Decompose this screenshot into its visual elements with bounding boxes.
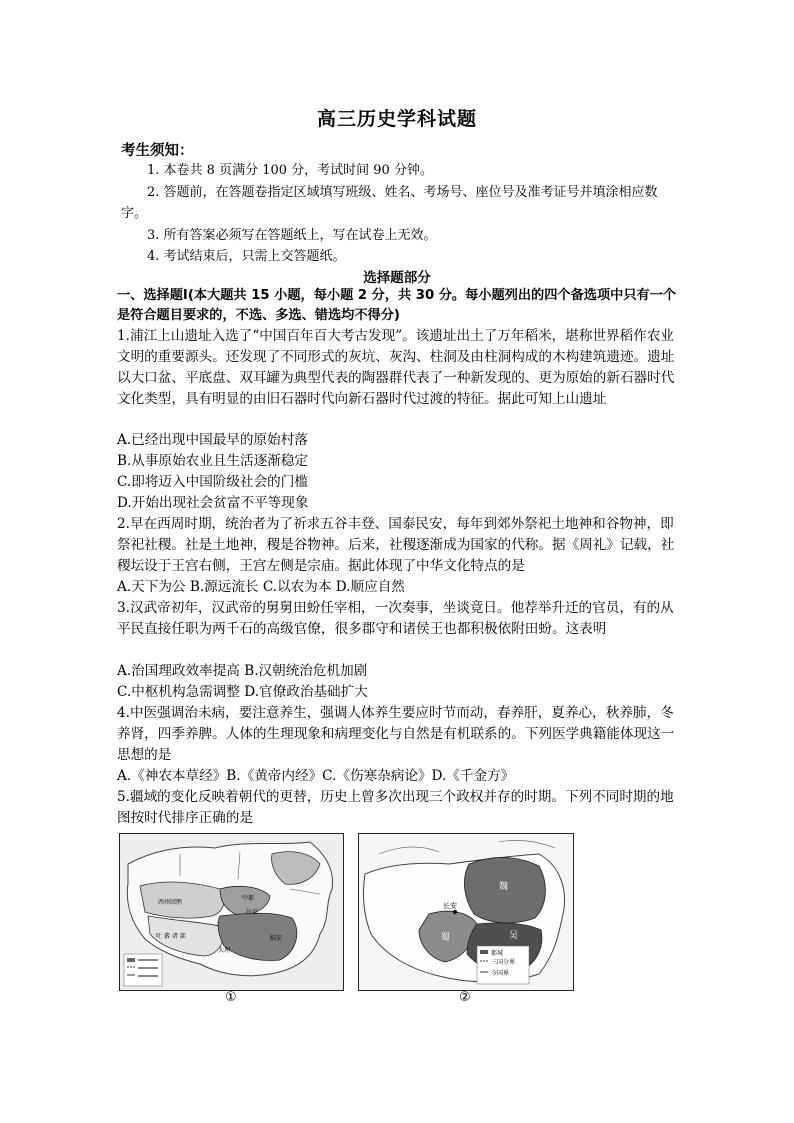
map-2 xyxy=(358,833,574,991)
question-2-stem: 2.早在西周时期，统治者为了祈求五谷丰登、国泰民安，每年到郊外祭祀土地神和谷物神，即祭祀社稷。社是土地神，稷是谷物神。后来，社稷逐渐成为国家的代称。据《周礼》记载，社稷坛设于王宫右侧，王宫左侧是宗庙。据此体现了中华文化特点的是 xyxy=(117,516,675,574)
map-1-label-zhongdu: 中都 xyxy=(242,895,255,902)
question-3-options-cd: C.中枢机构急需调整 D.官僚政治基础扩大 xyxy=(117,684,368,700)
map-1-label-linan: 临安 xyxy=(270,935,283,942)
map-1-label-xizhou: 西州回鹘 xyxy=(158,899,183,906)
map-2-legend-national: 今国界 xyxy=(491,970,510,977)
exam-title: 高三历史学科试题 xyxy=(316,108,477,130)
notice-item-3: 3. 所有答案必须写在答题纸上，写在试卷上无效。 xyxy=(147,228,437,243)
question-1-option-d: D.开始出现社会贫富不平等现象 xyxy=(117,495,309,511)
map-1-number: ① xyxy=(225,990,237,1005)
section-title: 选择题部分 xyxy=(363,270,431,286)
map-1 xyxy=(119,833,344,991)
map-2-label-wu: 吴 xyxy=(509,931,519,941)
notice-item-4: 4. 考试结束后，只需上交答题纸。 xyxy=(147,249,346,264)
notice-item-2: 2. 答题前，在答题卷指定区域填写班级、姓名、考场号、座位号及准考证号并填涂相应数字。 xyxy=(121,185,658,221)
question-2-options: A.天下为公 B.源远流长 C.以农为本 D.顺应自然 xyxy=(117,579,405,595)
notice-heading: 考生须知： xyxy=(121,143,194,159)
map-1-label-dali: 大理 xyxy=(218,947,231,954)
question-4-stem: 4.中医强调治未病，要注意养生，强调人体养生要应时节而动，春养肝，夏养心，秋养肺，冬养肾，四季养脾。人体的生理现象和病理变化与自然是有机联系的。下列医学典籍能体现这一思想的是 xyxy=(117,705,675,763)
map-2-label-changan: 长安 xyxy=(443,902,457,910)
question-5-stem: 5.疆域的变化反映着朝代的更替，历史上曾多次出现三个政权并存的时期。下列不同时期的地图按时代排序正确的是 xyxy=(117,789,674,826)
question-4-options: A.《神农本草经》B.《黄帝内经》C.《伤寒杂病论》D.《千金方》 xyxy=(117,768,515,784)
map-2-legend-capital: 都城 xyxy=(491,950,504,957)
map-1-label-tubo: 吐 蕃 诸 部 xyxy=(156,933,186,940)
question-3-stem: 3.汉武帝初年，汉武帝的舅舅田蚡任宰相，一次奏事，坐谈竟日。他荐举升迁的官员，有的从平民直接任职为两千石的高级官僚，很多郡守和诸侯王也都积极依附田蚡。这表明 xyxy=(117,600,674,637)
notice-item-1: 1. 本卷共 8 页满分 100 分，考试时间 90 分钟。 xyxy=(147,163,433,178)
question-3-options-ab: A.治国理政效率提高 B.汉朝统治危机加剧 xyxy=(117,663,368,679)
map-1-label-bianjing: 汴京 xyxy=(246,909,259,916)
question-1-option-c: C.即将迈入中国阶级社会的门槛 xyxy=(117,474,308,490)
map-2-number: ② xyxy=(459,990,471,1005)
question-1-option-b: B.从事原始农业且生活逐渐稳定 xyxy=(117,453,309,469)
map-2-label-shu: 蜀 xyxy=(441,933,451,943)
part-title: 一、选择题Ⅰ(本大题共 15 小题，每小题 2 分，共 30 分。每小题列出的四个备选项中只有一个是符合题目要求的，不选、多选、错选均不得分) xyxy=(117,288,677,323)
map-2-legend-border: 三国分界 xyxy=(491,959,516,966)
question-1-stem: 1.浦江上山遗址入选了“中国百年百大考古发现”。该遗址出土了万年稻米，堪称世界稻作农业文明的重要源头。还发现了不同形式的灰坑、灰沟、柱洞及由柱洞构成的木构建筑遗迹。遗址以大口盆、平底盘、双耳罐为典型代表的陶器群代表了一种新发现的、更为原始的新石器时代文化类型，具有明显的由旧石器时代向新石器时代过渡的特征。据此可知上山遗址 xyxy=(117,328,675,407)
map-2-label-wei: 魏 xyxy=(499,882,509,892)
question-1-option-a: A.已经出现中国最早的原始村落 xyxy=(117,432,308,448)
